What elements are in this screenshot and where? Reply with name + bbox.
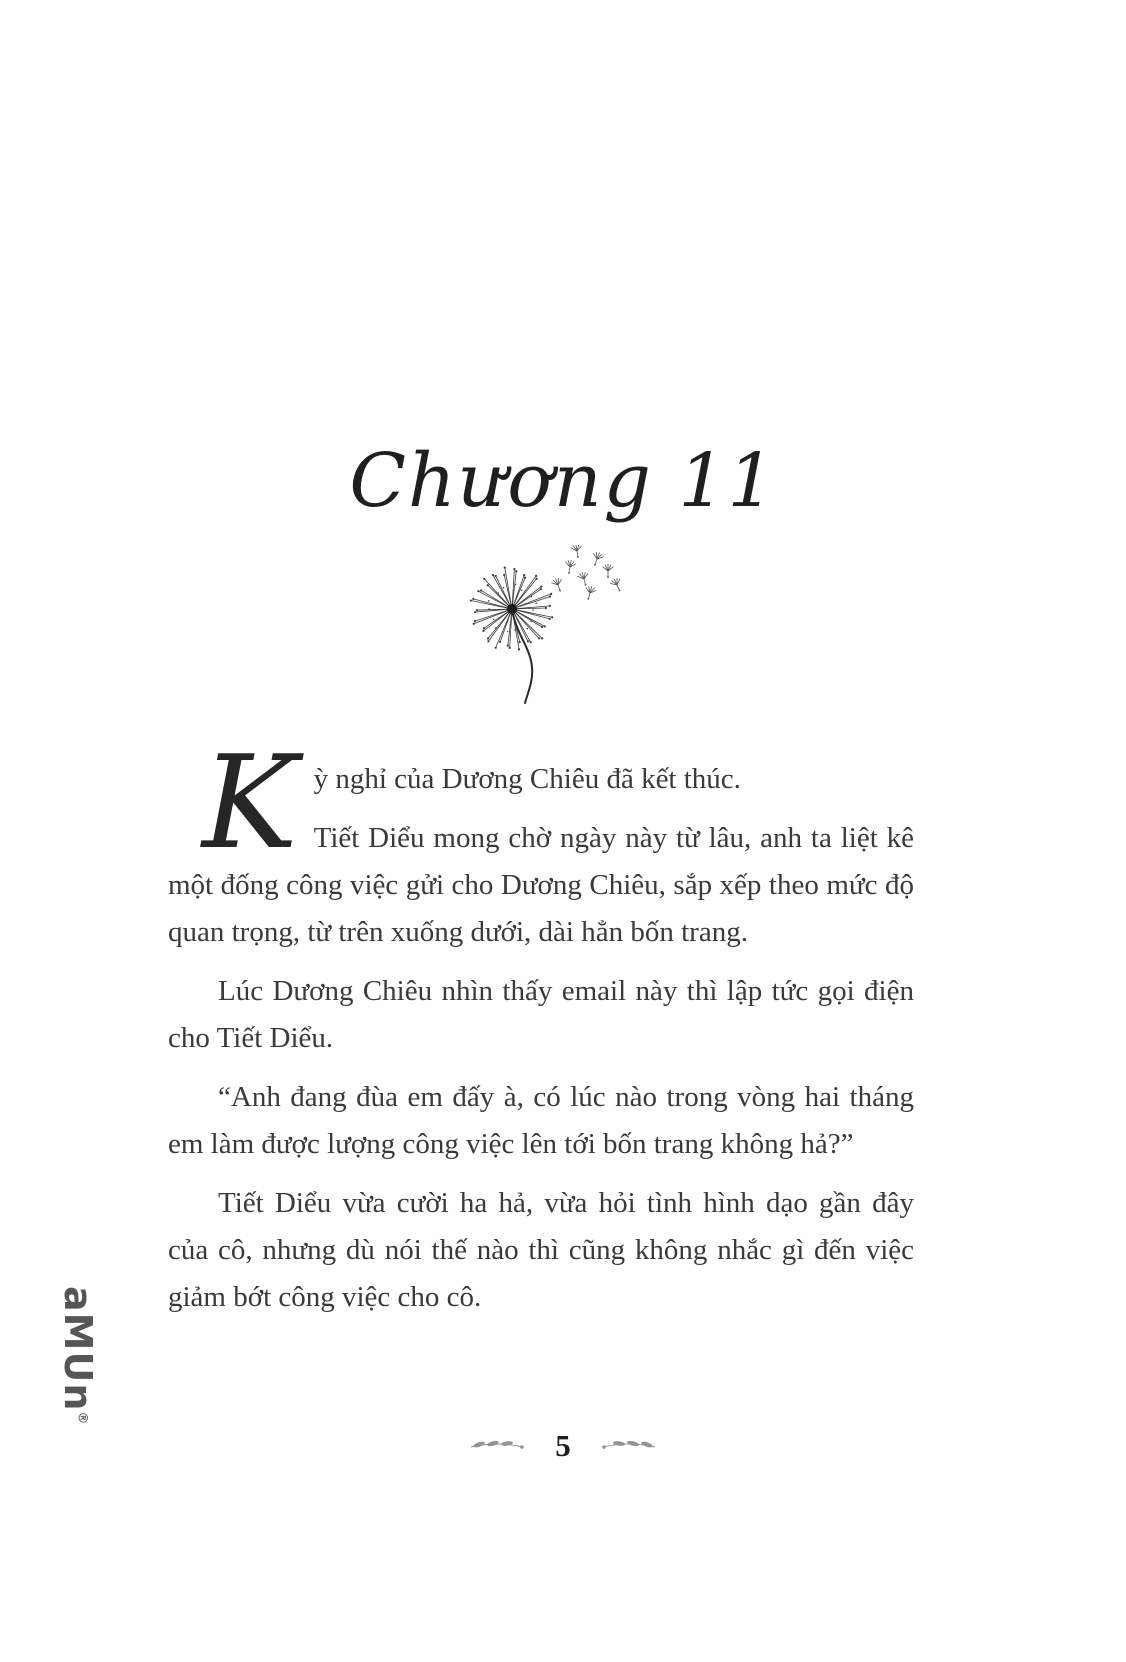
page-footer (0, 1428, 1126, 1464)
chapter-title: Chương 11 (349, 438, 777, 524)
leaf-flourish-right-icon (601, 1438, 657, 1454)
publisher-logo (56, 1286, 100, 1426)
paragraph: Lúc Dương Chiêu nhìn thấy email này thì lập tức gọi điện cho Tiết Diểu. (168, 975, 914, 1054)
paragraph: Tiết Diểu vừa cười ha hả, vừa hỏi tình hình dạo gần đây của cô, nhưng dù nói thế nào thì cũng không nhắc gì đến việc giảm bớt công việc cho cô. (168, 1187, 914, 1313)
paragraph: “Anh đang đùa em đấy à, có lúc nào trong vòng hai tháng em làm được lượng công việc lên tới bốn trang không hả?” (168, 1081, 914, 1160)
dandelion-icon (440, 545, 630, 713)
drop-cap: K (202, 729, 298, 878)
page-number: 5 (555, 1428, 571, 1463)
chapter-body (168, 729, 914, 1333)
paragraph: ỳ nghỉ của Dương Chiêu đã kết thúc. (313, 763, 741, 795)
publisher-logo-text: aMUn (56, 1286, 100, 1412)
dandelion-illustration (440, 545, 630, 713)
paragraph: Tiết Diểu mong chờ ngày này từ lâu, anh ta liệt kê một đống công việc gửi cho Dương Chiêu, sắp xếp theo mức độ quan trọng, từ trên xuống dưới, dài hẳn bốn trang. (168, 822, 914, 948)
registered-mark-icon: ® (74, 1411, 90, 1426)
leaf-flourish-left-icon (469, 1438, 525, 1454)
